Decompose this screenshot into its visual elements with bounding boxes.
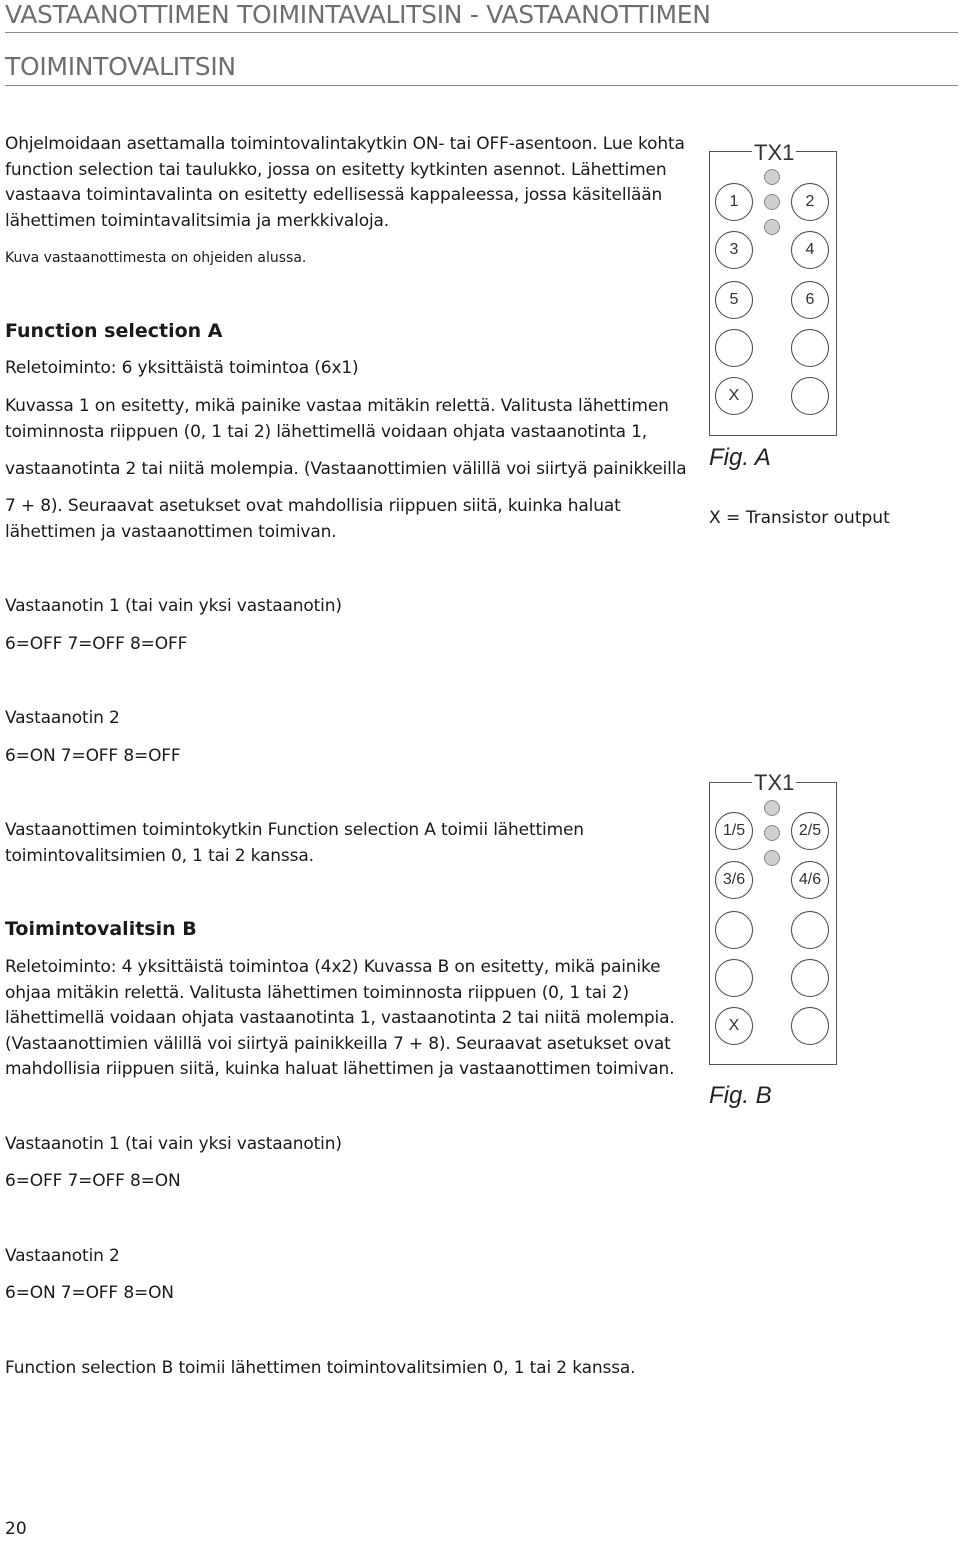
figure-a-caption: Fig. A	[709, 444, 771, 471]
receiver2-label: Vastaanotin 2	[5, 708, 120, 728]
section-a-title: Function selection A	[5, 320, 223, 342]
transmitter-button-1: 1	[715, 183, 753, 221]
page-title: VASTAANOTTIMEN TOIMINTAVALITSIN - VASTAANOTTIMEN	[5, 0, 711, 29]
page-title-continued: TOIMINTOVALITSIN	[5, 52, 236, 81]
transmitter-button-7	[715, 959, 753, 997]
indicator-led-icon	[764, 800, 780, 816]
section-b-title: Toimintovalitsin B	[5, 918, 197, 940]
receiver1-label: Vastaanotin 1 (tai vain yksi vastaanotin)	[5, 596, 342, 616]
text-line: vastaanotinta 2 tai niitä molempia. (Vastaanottimien välillä voi siirtyä painikkeilla	[5, 459, 687, 479]
transmitter-button-6: 6	[791, 281, 829, 319]
text-line: Ohjelmoidaan asettamalla toimintovalintakytkin ON- tai OFF-asentoon. Lue kohta	[5, 134, 685, 154]
receiver1-setting: 6=OFF 7=OFF 8=OFF	[5, 634, 188, 654]
indicator-led-icon	[764, 194, 780, 210]
text-line: ohjaa mitäkin relettä. Valitusta lähettimen toiminnosta riippuen (0, 1 tai 2)	[5, 982, 630, 1003]
receiver1-label: Vastaanotin 1 (tai vain yksi vastaanotin)	[5, 1134, 342, 1154]
transmitter-button-4: 4	[791, 231, 829, 269]
transmitter-button-10	[791, 1007, 829, 1045]
receiver2-label: Vastaanotin 2	[5, 1246, 120, 1266]
text-line: 7 + 8). Seuraavat asetukset ovat mahdollisia riippuen siitä, kuinka haluat	[5, 496, 621, 516]
section-b-closing: Function selection B toimii lähettimen toimintovalitsimien 0, 1 tai 2 kanssa.	[5, 1358, 636, 1378]
transmitter-button-4-6: 4/6	[791, 861, 829, 899]
text-line: toimintovalitsimien 0, 1 tai 2 kanssa.	[5, 846, 314, 866]
transmitter-button-transistor: X	[715, 1007, 753, 1045]
transmitter-button-7	[715, 329, 753, 367]
indicator-led-icon	[764, 850, 780, 866]
page-number: 20	[5, 1519, 27, 1539]
transmitter-button-8	[791, 329, 829, 367]
transmitter-button-6	[791, 911, 829, 949]
transmitter-button-8	[791, 959, 829, 997]
text-line: function selection tai taulukko, jossa on esitetty kytkinten asennot. Lähettimen	[5, 159, 667, 180]
header-divider	[5, 32, 958, 33]
section-a-relay: Reletoiminto: 6 yksittäistä toimintoa (6x1)	[5, 358, 359, 378]
text-line: lähettimellä voidaan ohjata vastaanotinta 1, vastaanotinta 2 tai niitä molempia.	[5, 1008, 675, 1028]
indicator-led-icon	[764, 169, 780, 185]
text-line: (Vastaanottimien välillä voi siirtyä painikkeilla 7 + 8). Seuraavat asetukset ovat	[5, 1033, 671, 1054]
transmitter-button-3: 3	[715, 231, 753, 269]
transmitter-button-5	[715, 911, 753, 949]
transmitter-button-3-6: 3/6	[715, 861, 753, 899]
text-line: vastaava toimintavalinta on esitetty edellisessä kappaleessa, jossa käsitellään	[5, 185, 663, 205]
transmitter-button-1-5: 1/5	[715, 812, 753, 850]
text-line: Vastaanottimen toimintokytkin Function selection A toimii lähettimen	[5, 820, 584, 840]
header-divider	[5, 85, 958, 86]
text-line: toiminnosta riippuen (0, 1 tai 2) lähettimellä voidaan ohjata vastaanotinta 1,	[5, 422, 648, 442]
intro-paragraph	[5, 132, 695, 234]
tx1-label: TX1	[754, 140, 795, 165]
transmitter-button-2: 2	[791, 183, 829, 221]
receiver1-setting: 6=OFF 7=OFF 8=ON	[5, 1171, 181, 1191]
text-line: Reletoiminto: 4 yksittäistä toimintoa (4x2) Kuvassa B on esitetty, mikä painike	[5, 957, 661, 977]
indicator-led-icon	[764, 825, 780, 841]
transmitter-button-transistor: X	[715, 377, 753, 415]
transmitter-button-2-5: 2/5	[791, 812, 829, 850]
transmitter-button-10	[791, 377, 829, 415]
receiver2-setting: 6=ON 7=OFF 8=ON	[5, 1283, 174, 1303]
receiver2-setting: 6=ON 7=OFF 8=OFF	[5, 746, 181, 766]
text-line: Kuvassa 1 on esitetty, mikä painike vastaa mitäkin relettä. Valitusta lähettimen	[5, 396, 669, 416]
section-b-paragraph	[5, 955, 695, 1083]
intro-note: Kuva vastaanottimesta on ohjeiden alussa.	[5, 250, 307, 266]
transmitter-button-5: 5	[715, 281, 753, 319]
tx1-label: TX1	[754, 770, 795, 795]
text-line: lähettimen ja vastaanottimen toimivan.	[5, 522, 337, 542]
text-line: lähettimen toimintavalitsimia ja merkkivaloja.	[5, 210, 390, 231]
figure-a-legend: X = Transistor output	[709, 508, 890, 528]
indicator-led-icon	[764, 219, 780, 235]
figure-b-caption: Fig. B	[709, 1082, 772, 1109]
text-line: mahdollisia riippuen siitä, kuinka haluat lähettimen ja vastaanottimen toimivan.	[5, 1059, 675, 1079]
